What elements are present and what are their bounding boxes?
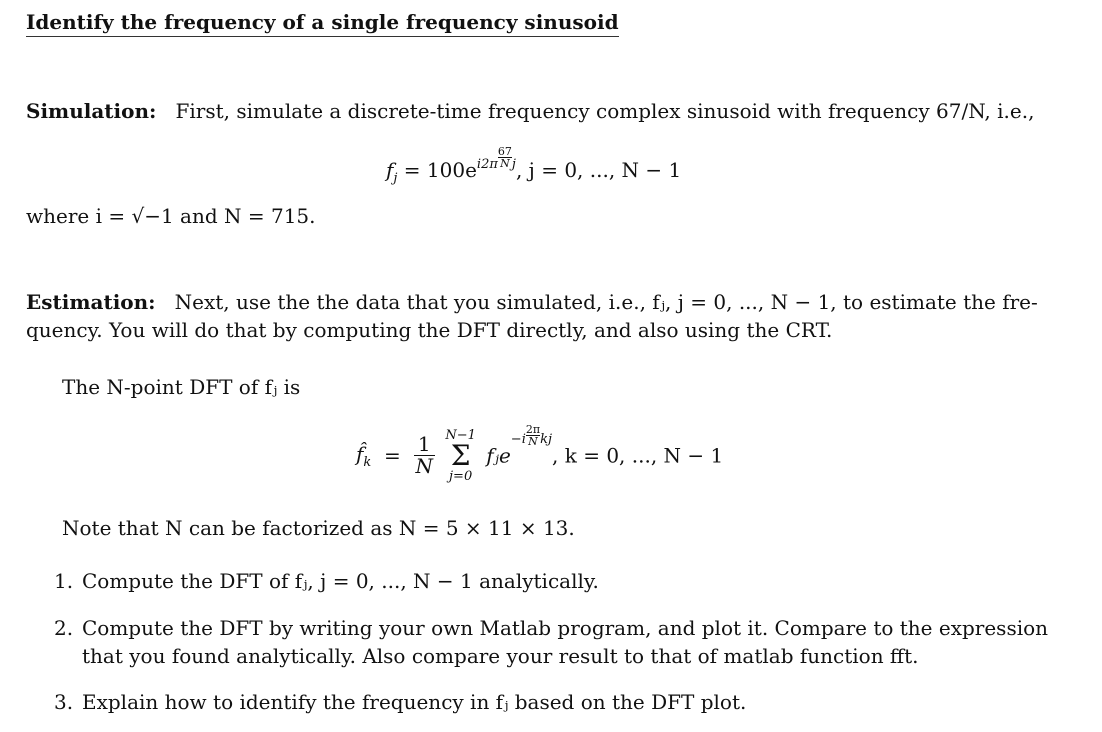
equation-exp-post: j (511, 157, 516, 172)
task-number: 3. (54, 690, 74, 714)
sinusoid-equation (386, 146, 681, 186)
dft-lhs-sub: k (363, 455, 372, 470)
task-text: Compute the DFT by writing your own Matlab program, and plot it. Compare to the expression (82, 616, 1049, 640)
dft-sum-top: N−1 (445, 427, 476, 443)
task-number: 2. (54, 616, 74, 640)
dft-exp-den: N (528, 435, 538, 448)
task-text: Compute the DFT of fⱼ, j = 0, ..., N − 1 analytically. (82, 569, 599, 593)
dft-lhs: f̂ (356, 442, 364, 466)
dft-sum-sig: Σ (450, 438, 471, 472)
list-item (54, 614, 1048, 642)
equation-exp-pre: i2π (476, 157, 498, 172)
list-item (54, 688, 746, 716)
estimation-line1: Next, use the the data that you simulated, i.e., fⱼ, j = 0, ..., N − 1, to estimate the fre- (174, 290, 1038, 314)
dft-range: , k = 0, ..., N − 1 (552, 443, 724, 468)
list-item (54, 567, 599, 595)
task-text-continued: that you found analytically. Also compare your result to that of matlab function fft. (82, 644, 919, 668)
where-text: where i = √−1 and N = 715. (26, 204, 316, 228)
note-text: Note that N can be factorized as N = 5 × 11 × 13. (62, 516, 575, 540)
page-title: Identify the frequency of a single frequency sinusoid (26, 10, 619, 37)
dft-exp-num: 2π (525, 423, 541, 436)
simulation-text: First, simulate a discrete-time frequency complex sinusoid with frequency 67/N, i.e., (175, 99, 1035, 123)
dft-sum-bot: j=0 (449, 468, 473, 484)
dft-sum (445, 429, 476, 483)
equation-lhs: f (386, 158, 394, 182)
simulation-heading: Simulation: (26, 99, 157, 123)
dft-frac-num: 1 (414, 434, 436, 456)
dft-intro: The N-point DFT of fⱼ is (62, 375, 301, 399)
estimation-heading: Estimation: (26, 290, 156, 314)
equation-exp-den: N (500, 157, 510, 170)
dft-exp: −i (510, 432, 526, 447)
dft-frac-den: N (415, 454, 433, 478)
estimation-paragraph (26, 288, 1038, 316)
equation-eq: = 100e (397, 158, 477, 182)
dft-term: fⱼe (486, 443, 511, 468)
task-number: 1. (54, 569, 74, 593)
dft-fraction (414, 434, 436, 477)
dft-equation: $f̂_k$ = $\frac{1}{N}$ N−1 Σ j=0 fⱼe$^{-i}$ $\frac{2\pi}{N}$ $^{kj}$, k = 0, ..., N − 1 (356, 423, 724, 484)
equation-exp-num: 67 (497, 145, 512, 158)
simulation-paragraph (26, 97, 1034, 125)
equation-range: , j = 0, ..., N − 1 (515, 158, 682, 182)
equation-sub: j (393, 171, 398, 186)
estimation-line2: quency. You will do that by computing the DFT directly, and also using the CRT. (26, 318, 833, 342)
task-text: Explain how to identify the frequency in fⱼ based on the DFT plot. (82, 690, 747, 714)
dft-exp-post: kj (540, 432, 553, 447)
